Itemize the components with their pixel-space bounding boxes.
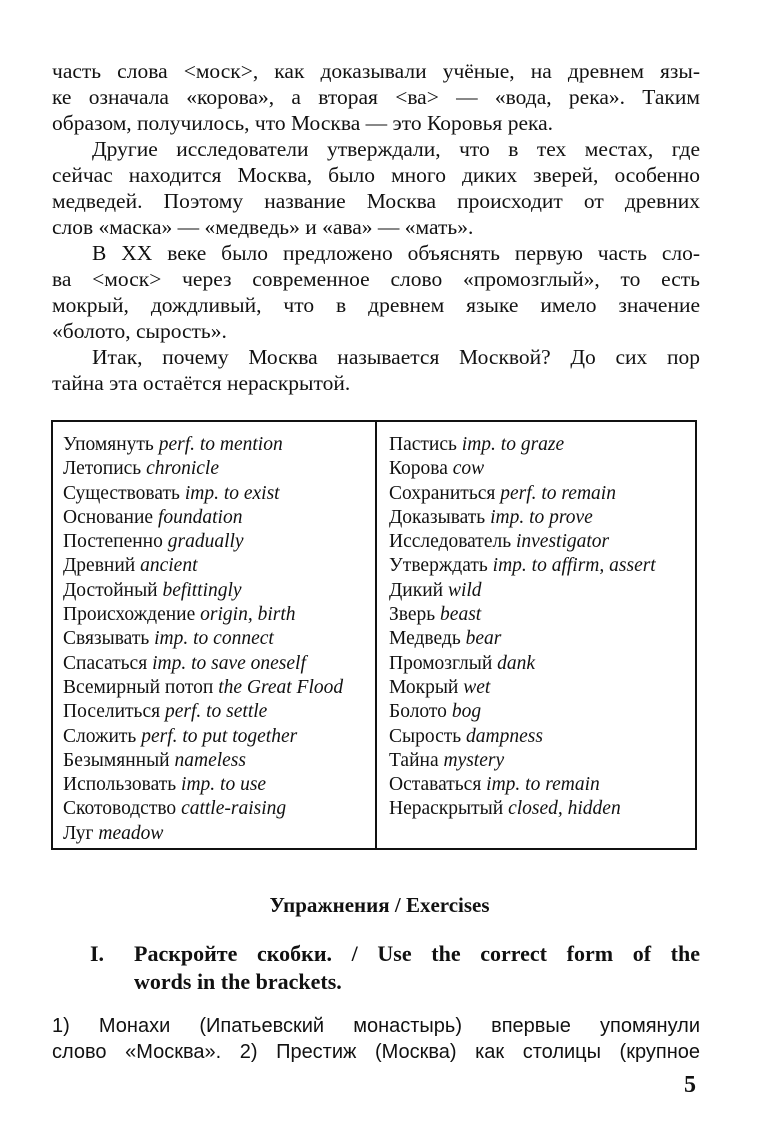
russian-word: Связывать bbox=[63, 628, 150, 650]
english-translation: wild bbox=[447, 579, 482, 601]
english-translation: imp. to connect bbox=[154, 628, 274, 650]
russian-word: Луг bbox=[63, 822, 94, 844]
english-translation: befittingly bbox=[162, 579, 242, 601]
vocabulary-entry bbox=[63, 822, 343, 846]
english-translation: nameless bbox=[174, 749, 246, 771]
english-translation: ancient bbox=[140, 555, 198, 577]
text-line: сейчас находится Москва, было много диких зверей, особенно bbox=[52, 163, 700, 187]
vocabulary-entry bbox=[389, 797, 656, 821]
paragraph-4 bbox=[52, 344, 700, 396]
vocabulary-entry bbox=[389, 530, 656, 554]
vocabulary-entry bbox=[63, 797, 343, 821]
vocabulary-entry bbox=[389, 603, 656, 627]
english-translation: perf. to settle bbox=[164, 701, 268, 723]
russian-word: Всемирный потоп bbox=[63, 676, 214, 698]
russian-word: Сложить bbox=[63, 725, 137, 747]
paragraph-1 bbox=[52, 58, 700, 136]
exercise-title-line: words in the brackets. bbox=[134, 969, 342, 994]
text-line: Другие исследователи утверждали, что в тех местах, где bbox=[92, 137, 700, 161]
russian-word: Сырость bbox=[389, 725, 462, 747]
text-line: Итак, почему Москва называется Москвой? До сих пор bbox=[92, 345, 700, 369]
english-translation: investigator bbox=[515, 531, 610, 553]
english-translation: foundation bbox=[157, 506, 243, 528]
english-translation: the Great Flood bbox=[218, 676, 344, 698]
russian-word: Летопись bbox=[63, 458, 142, 480]
exercise-title-line: Раскройте скобки. / Use the correct form of the bbox=[134, 941, 700, 966]
text-line: тайна эта остаётся нераскрытой. bbox=[52, 371, 351, 395]
english-translation: imp. to affirm, assert bbox=[492, 555, 656, 577]
russian-word: Существовать bbox=[63, 482, 180, 504]
text-line: образом, получилось, что Москва — это Коровья река. bbox=[52, 111, 554, 135]
vocabulary-entry bbox=[63, 579, 343, 603]
exercise-line: слово «Москва». 2) Престиж (Москва) как столицы (крупное bbox=[52, 1041, 700, 1063]
vocabulary-entry bbox=[63, 725, 343, 749]
russian-word: Тайна bbox=[389, 749, 439, 771]
vocabulary-entry bbox=[63, 506, 343, 530]
text-line: часть слова <моск>, как доказывали учёные, на древнем язы- bbox=[52, 59, 700, 83]
russian-word: Мокрый bbox=[389, 676, 459, 698]
english-translation: meadow bbox=[98, 822, 164, 844]
russian-word: Пастись bbox=[389, 434, 457, 455]
russian-word: Происхождение bbox=[63, 604, 196, 626]
paragraph-2 bbox=[52, 136, 700, 240]
column-divider bbox=[375, 422, 377, 848]
russian-word: Промозглый bbox=[389, 652, 493, 674]
russian-word: Достойный bbox=[63, 579, 158, 601]
vocabulary-entry bbox=[63, 457, 343, 481]
text-line: медведей. Поэтому название Москва происходит от древних bbox=[52, 189, 700, 213]
english-translation: imp. to graze bbox=[461, 434, 565, 455]
russian-word: Сохраниться bbox=[389, 482, 496, 504]
vocabulary-entry bbox=[63, 749, 343, 773]
vocabulary-table bbox=[51, 420, 697, 850]
vocabulary-entry bbox=[389, 482, 656, 506]
russian-word: Исследователь bbox=[389, 531, 512, 553]
vocabulary-entry bbox=[63, 627, 343, 651]
vocabulary-entry bbox=[63, 652, 343, 676]
english-translation: perf. to mention bbox=[158, 434, 283, 455]
russian-word: Медведь bbox=[389, 628, 461, 650]
vocabulary-column-left bbox=[63, 433, 343, 846]
russian-word: Использовать bbox=[63, 774, 177, 796]
vocabulary-entry bbox=[389, 725, 656, 749]
vocabulary-entry bbox=[63, 773, 343, 797]
russian-word: Зверь bbox=[389, 604, 436, 626]
russian-word: Упомянуть bbox=[63, 434, 154, 455]
exercise-body bbox=[52, 1013, 700, 1065]
vocabulary-entry bbox=[389, 554, 656, 578]
russian-word: Доказывать bbox=[389, 506, 486, 528]
paragraph-3 bbox=[52, 240, 700, 344]
english-translation: closed, hidden bbox=[508, 798, 621, 820]
english-translation: chronicle bbox=[146, 458, 219, 480]
vocabulary-entry bbox=[63, 554, 343, 578]
section-title: Упражнения / Exercises bbox=[269, 893, 490, 917]
english-translation: wet bbox=[463, 676, 491, 698]
exercise-line: 1) Монахи (Ипатьевский монастырь) впервые упомянули bbox=[52, 1015, 700, 1037]
page-number: 5 bbox=[684, 1072, 696, 1098]
vocabulary-entry bbox=[389, 506, 656, 530]
russian-word: Оставаться bbox=[389, 774, 482, 796]
english-translation: bear bbox=[465, 628, 502, 650]
english-translation: imp. to remain bbox=[486, 774, 600, 796]
english-translation: cattle-raising bbox=[181, 798, 287, 820]
russian-word: Спасаться bbox=[63, 652, 148, 674]
english-translation: dank bbox=[497, 652, 536, 674]
vocabulary-entry bbox=[63, 603, 343, 627]
english-translation: origin, birth bbox=[200, 604, 296, 626]
russian-word: Нераскрытый bbox=[389, 798, 504, 820]
vocabulary-entry bbox=[63, 700, 343, 724]
russian-word: Безымянный bbox=[63, 749, 170, 771]
exercise-title bbox=[134, 940, 700, 996]
vocabulary-column-right bbox=[389, 433, 656, 822]
vocabulary-entry bbox=[63, 433, 343, 457]
vocabulary-entry bbox=[389, 457, 656, 481]
russian-word: Постепенно bbox=[63, 531, 163, 553]
text-line: В XX веке было предложено объяснять первую часть сло- bbox=[92, 241, 700, 265]
vocabulary-entry bbox=[389, 773, 656, 797]
english-translation: imp. to exist bbox=[184, 482, 280, 504]
text-line: «болото, сырость». bbox=[52, 319, 227, 343]
english-translation: cow bbox=[452, 458, 485, 480]
english-translation: mystery bbox=[443, 749, 505, 771]
russian-word: Утверждать bbox=[389, 555, 488, 577]
russian-word: Дикий bbox=[389, 579, 444, 601]
vocabulary-entry bbox=[389, 652, 656, 676]
vocabulary-entry bbox=[63, 482, 343, 506]
exercise-number: I. bbox=[90, 941, 105, 966]
vocabulary-entry bbox=[389, 627, 656, 651]
russian-word: Поселиться bbox=[63, 701, 161, 723]
vocabulary-entry bbox=[389, 700, 656, 724]
text-line: ке означала «корова», а вторая <ва> — «вода, река». Таким bbox=[52, 85, 700, 109]
english-translation: perf. to put together bbox=[141, 725, 298, 747]
vocabulary-entry bbox=[389, 749, 656, 773]
english-translation: perf. to remain bbox=[500, 482, 616, 504]
english-translation: dampness bbox=[466, 725, 543, 747]
text-line: слов «маска» — «медведь» и «ава» — «мать». bbox=[52, 215, 474, 239]
english-translation: bog bbox=[451, 701, 482, 723]
english-translation: imp. to use bbox=[181, 774, 267, 796]
english-translation: imp. to save oneself bbox=[152, 652, 306, 674]
vocabulary-entry bbox=[389, 579, 656, 603]
russian-word: Скотоводство bbox=[63, 798, 177, 820]
text-line: мокрый, дождливый, что в древнем языке имело значение bbox=[52, 293, 700, 317]
vocabulary-entry bbox=[63, 530, 343, 554]
russian-word: Корова bbox=[389, 458, 448, 480]
vocabulary-entry bbox=[63, 676, 343, 700]
vocabulary-entry bbox=[389, 433, 656, 457]
english-translation: imp. to prove bbox=[490, 506, 593, 528]
vocabulary-entry bbox=[389, 676, 656, 700]
english-translation: beast bbox=[440, 604, 482, 626]
english-translation: gradually bbox=[167, 531, 244, 553]
russian-word: Древний bbox=[63, 555, 136, 577]
text-line: ва <моск> через современное слово «промозглый», то есть bbox=[52, 267, 700, 291]
russian-word: Болото bbox=[389, 701, 447, 723]
russian-word: Основание bbox=[63, 506, 154, 528]
